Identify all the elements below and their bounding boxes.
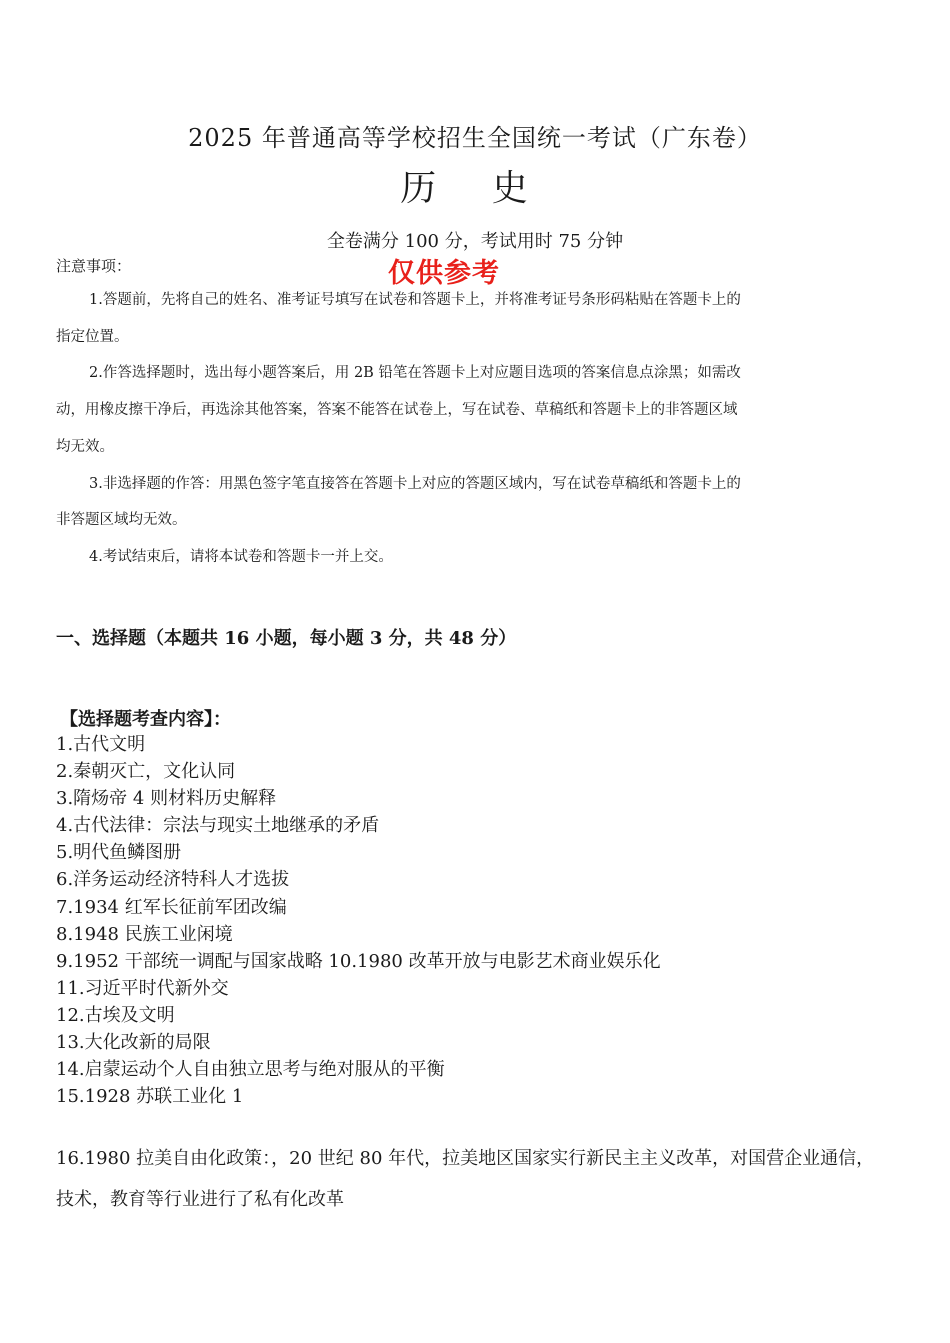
topic-item: 14.启蒙运动个人自由独立思考与绝对服从的平衡 xyxy=(56,1059,445,1081)
topic-item: 13.大化改新的局限 xyxy=(56,1032,211,1054)
notice-item: 1.答题前，先将自己的姓名、准考证号填写在试卷和答题卡上，并将准考证号条形码粘贴在答题卡上的指定位置。 xyxy=(56,292,741,345)
question-16-topic xyxy=(56,1138,876,1220)
score-line: 全卷满分 100 分，考试用时 75 分钟 xyxy=(326,231,624,252)
topic-item: 8.1948 民族工业闲境 xyxy=(56,923,233,945)
notice-title: 注意事项： xyxy=(56,257,132,275)
topic-item: 7.1934 红军长征前军团改编 xyxy=(56,896,287,918)
topic-list xyxy=(56,731,661,1110)
topic-item: 3.隋炀帝 4 则材料历史解释 xyxy=(56,788,277,810)
topic-item: 2.秦朝灭亡，文化认同 xyxy=(56,761,236,783)
question-16-text: 16.1980 拉美自由化政策：，20 世纪 80 年代，拉美地区国家实行新民主主义改革，对国营企业通信，技术，教育等行业进行了私有化改革 xyxy=(56,1148,875,1210)
topic-item: 15.1928 苏联工业化 1 xyxy=(56,1086,244,1108)
section-heading: 一、选择题（本题共 16 小题，每小题 3 分，共 48 分） xyxy=(56,628,517,649)
reference-only-watermark: 仅供参考 xyxy=(388,258,500,289)
topic-item: 1.古代文明 xyxy=(56,734,146,755)
notice-item: 3.非选择题的作答：用黑色签字笔直接答在答题卡上对应的答题区域内，写在试卷草稿纸和答题卡上的非答题区域均无效。 xyxy=(56,475,741,529)
topic-item: 4.古代法律：宗法与现实土地继承的矛盾 xyxy=(56,815,380,837)
exam-title: 2025 年普通高等学校招生全国统一考试（广东卷） xyxy=(188,124,762,152)
notice-item: 2.作答选择题时，选出每小题答案后，用 2B 铅笔在答题卡上对应题目选项的答案信息点涂黑；如需改动，用橡皮擦干净后，再选涂其他答案，答案不能答在试卷上，写在试卷、草稿纸和答题卡上的非答题区域均无效。 xyxy=(56,365,741,455)
topic-item: 6.洋务运动经济特科人才选拔 xyxy=(56,869,290,891)
topic-item: 12.古埃及文明 xyxy=(56,1004,175,1026)
topic-item: 11.习近平时代新外交 xyxy=(56,977,229,999)
topic-item: 9.1952 干部统一调配与国家战略 10.1980 改革开放与电影艺术商业娱乐化 xyxy=(56,950,661,972)
notice-item: 4.考试结束后，请将本试卷和答题卡一并上交。 xyxy=(89,548,393,565)
subject-title: 历 史 xyxy=(400,168,550,209)
notice-list xyxy=(56,282,746,576)
topic-item: 5.明代鱼鳞图册 xyxy=(56,842,182,864)
topics-title: 【选择题考查内容】： xyxy=(60,709,231,730)
